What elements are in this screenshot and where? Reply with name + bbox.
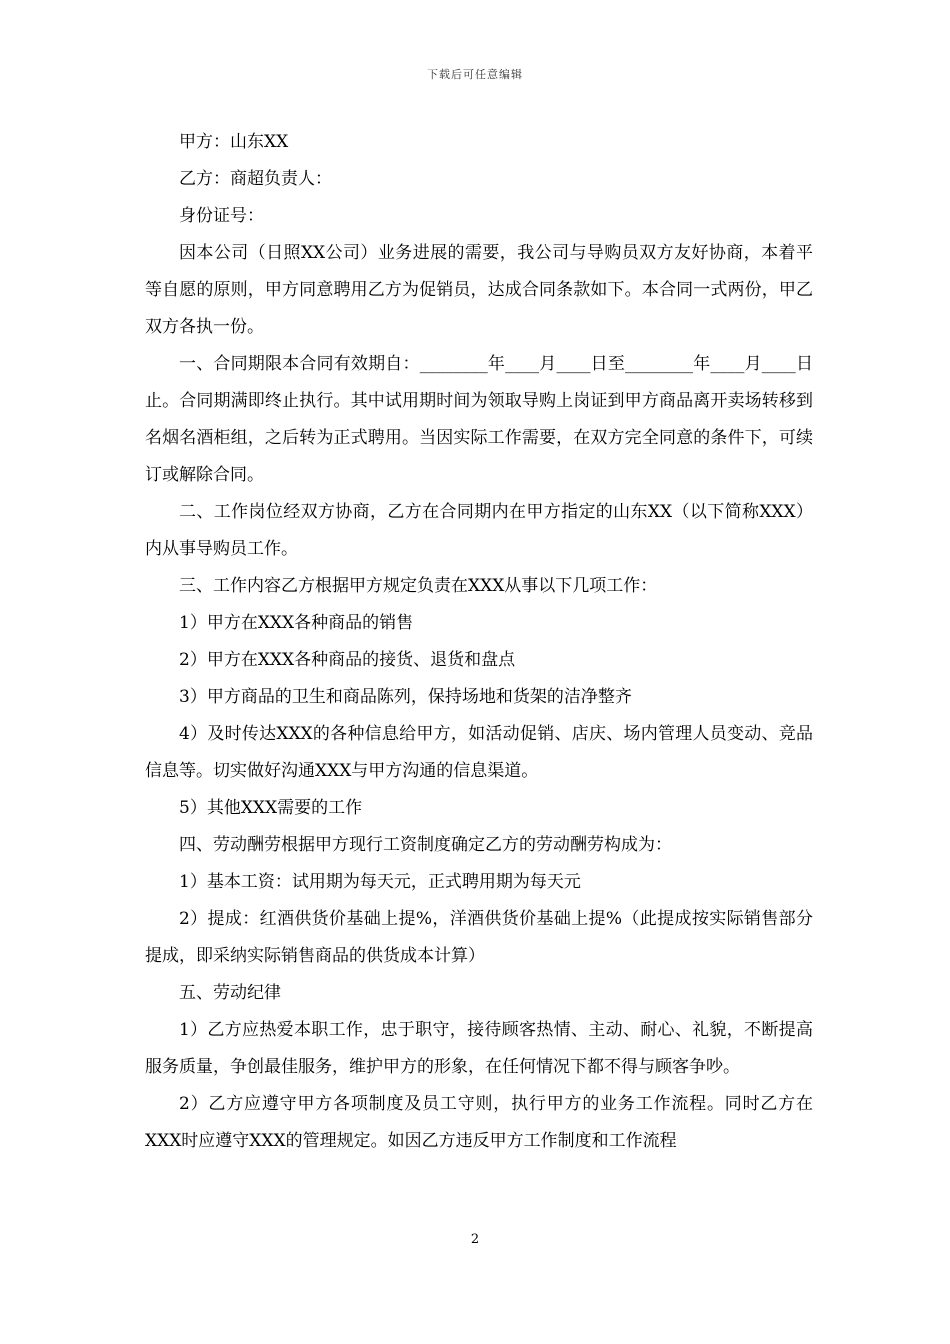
section-2-position: 二、工作岗位经双方协商，乙方在合同期内在甲方指定的山东XX（以下简称XXX）内从事导购员工作。 [145, 502, 813, 559]
duty-item-3: 3）甲方商品的卫生和商品陈列，保持场地和货架的洁净整齐 [179, 687, 632, 707]
id-number-line: 身份证号： [179, 206, 264, 226]
discipline-item-1: 1）乙方应热爱本职工作，忠于职守，接待顾客热情、主动、耐心、礼貌，不断提高服务质量，争创最佳服务，维护甲方的形象，在任何情况下都不得与顾客争吵。 [145, 1020, 813, 1077]
duty-item-2: 2）甲方在XXX各种商品的接货、退货和盘点 [179, 650, 516, 670]
pay-item-2: 2）提成：红酒供货价基础上提%，洋酒供货价基础上提%（此提成按实际销售部分提成，即采纳实际销售商品的供货成本计算） [145, 909, 813, 966]
intro-paragraph: 因本公司（日照XX公司）业务进展的需要，我公司与导购员双方友好协商，本着平等自愿的原则，甲方同意聘用乙方为促销员，达成合同条款如下。本合同一式两份，甲乙双方各执一份。 [145, 243, 813, 337]
duty-item-4: 4）及时传达XXX的各种信息给甲方，如活动促销、店庆、场内管理人员变动、竞品信息等。切实做好沟通XXX与甲方沟通的信息渠道。 [145, 724, 813, 781]
duty-item-5: 5）其他XXX需要的工作 [179, 798, 363, 818]
discipline-item-2: 2）乙方应遵守甲方各项制度及员工守则，执行甲方的业务工作流程。同时乙方在XXX时应遵守XXX的管理规定。如因乙方违反甲方工作制度和工作流程 [145, 1094, 813, 1151]
section-5-discipline: 五、劳动纪律 [179, 983, 281, 1003]
document-body [145, 124, 813, 1160]
page-header: 下载后可任意编辑 [427, 68, 523, 81]
pay-item-1: 1）基本工资：试用期为每天元，正式聘用期为每天元 [179, 872, 581, 892]
party-b-line: 乙方：商超负责人： [179, 169, 332, 189]
page-number: 2 [470, 1232, 480, 1247]
party-a-line: 甲方：山东XX [179, 132, 289, 152]
duty-item-1: 1）甲方在XXX各种商品的销售 [179, 613, 414, 633]
section-3-duties: 三、工作内容乙方根据甲方规定负责在XXX从事以下几项工作： [179, 576, 658, 596]
section-4-pay: 四、劳动酬劳根据甲方现行工资制度确定乙方的劳动酬劳构成为： [179, 835, 672, 855]
section-1-term: 一、合同期限本合同有效期自：________年____月____日至________年____月____日止。合同期满即终止执行。其中试用期时间为领取导购上岗证到甲方商品离开卖场转移到名烟名酒柜组，之后转为正式聘用。当因实际工作需要，在双方完全同意的条件下，可续订或解除合同。 [145, 354, 813, 485]
